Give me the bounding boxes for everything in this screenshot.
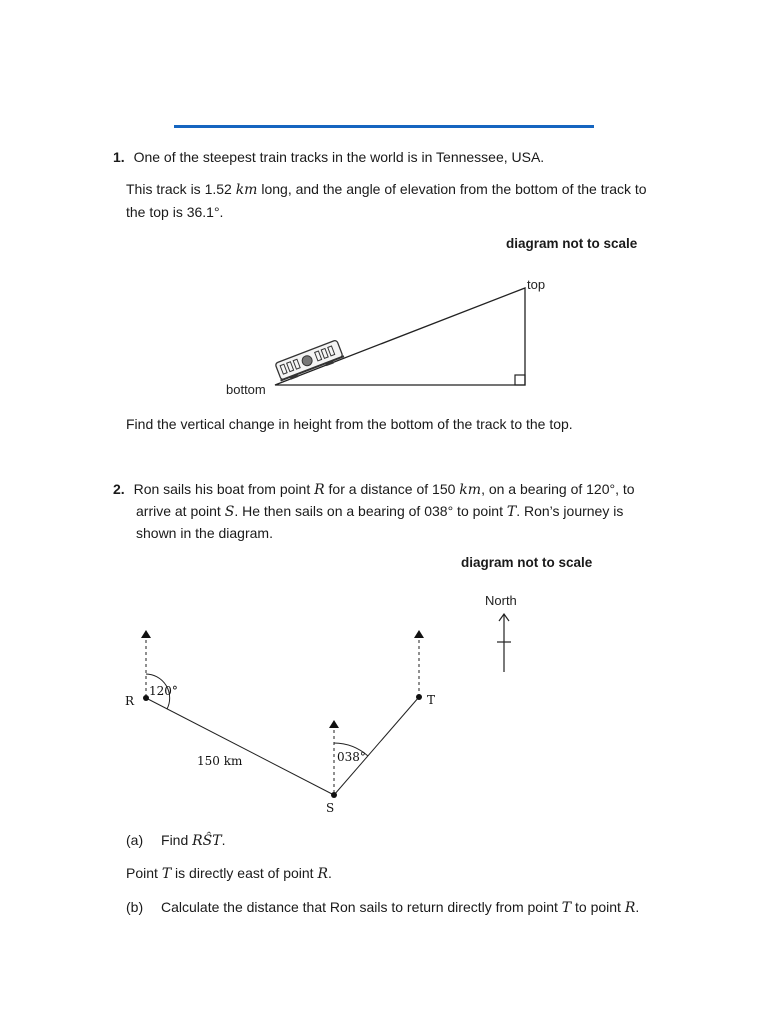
diagram-note-2: diagram not to scale xyxy=(461,555,593,570)
question-1-number: 1. xyxy=(113,149,125,165)
question-1-intro: One of the steepest train tracks in the world is in Tennessee, USA. xyxy=(133,149,545,165)
diagram-note-1: diagram not to scale xyxy=(506,236,638,251)
point-T-marker xyxy=(416,694,422,700)
question-1-line2: This track is 1.52 km long, and the angle of elevation from the bottom of the track to xyxy=(126,181,647,198)
path-R-to-S xyxy=(146,698,334,795)
north-label: North xyxy=(485,593,517,608)
point-S-marker xyxy=(331,792,337,798)
part-b-label: (b) xyxy=(126,899,144,915)
part-a-label: (a) xyxy=(126,832,144,848)
label-S: S xyxy=(326,801,335,815)
question-2-line1: 2. Ron sails his boat from point R for a distance of 150 km, on a bearing of 120°, to xyxy=(113,481,635,498)
question-2-line2: arrive at point S. He then sails on a bearing of 038° to point T. Ron’s journey is xyxy=(136,503,624,520)
angle-label-038: 038° xyxy=(337,750,366,764)
part-a: (a) Find RŜT. xyxy=(126,832,226,849)
north-arrow-icon xyxy=(497,614,511,672)
distance-label: 150 km xyxy=(197,754,243,768)
path-S-to-T xyxy=(334,697,419,795)
question-2-number: 2. xyxy=(113,481,125,497)
unit-km: km xyxy=(235,182,258,198)
north-arrowhead-S xyxy=(329,720,339,728)
north-arrowhead-R xyxy=(141,630,151,638)
north-arrowhead-T xyxy=(414,630,424,638)
label-bottom: bottom xyxy=(226,382,266,397)
question-1-task: Find the vertical change in height from the bottom of the track to the top. xyxy=(126,416,573,432)
part-b: (b) Calculate the distance that Ron sails to return directly from point T to point R. xyxy=(126,899,640,916)
label-R: R xyxy=(125,694,135,708)
info-line: Point T is directly east of point R. xyxy=(126,865,332,882)
label-T: T xyxy=(427,693,436,707)
question-1-line3: the top is 36.1°. xyxy=(126,204,224,220)
angle-RST: RŜT xyxy=(192,833,222,849)
angle-label-120: 120° xyxy=(149,684,178,698)
question-2-line3: shown in the diagram. xyxy=(136,525,273,541)
label-top: top xyxy=(527,277,546,292)
